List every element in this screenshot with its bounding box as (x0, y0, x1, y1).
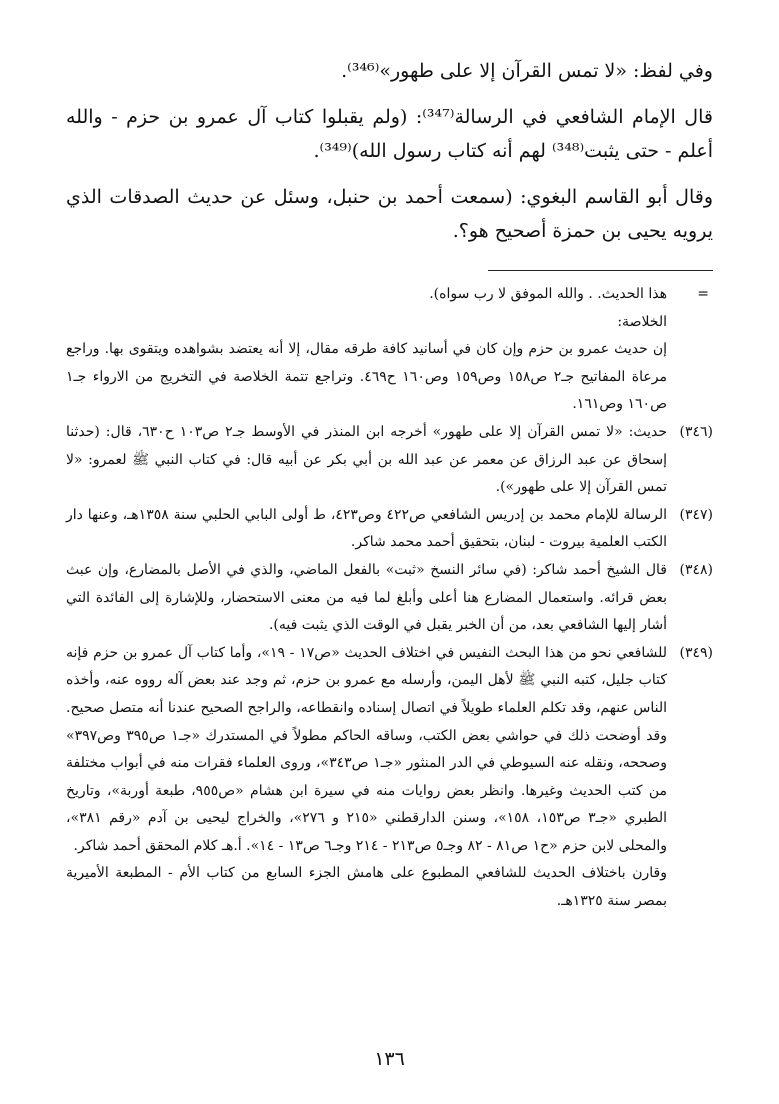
footnote-separator (488, 270, 713, 271)
footnote-line: هذا الحديث. . والله الموفق لا رب سواه). (429, 286, 667, 302)
footnote-line: قال الشيخ أحمد شاكر: (في سائر النسخ «ثبت» بالفعل الماضي، والذي في الأصل بالمضارع، وإن عبث بعض قرائه. واستعمال المضارع هنا أعلى وأبلغ لما فيه من معنى الاستحضار، وللإشارة إلى الفائدة التي أشار إليها الشافعي بعد، من أن الخبر يقبل في الوقت الذي يثبت فيه). (66, 561, 667, 634)
footnote-line: للشافعي نحو من هذا البحث النفيس في اختلاف الحديث «ص١٧ - ١٩»، وأما كتاب آل عمرو بن حزم فإنه كتاب جليل، كتبه النبي ﷺ لأهل اليمن، وأرسله مع عمرو بن حزم، ثم وجد عند بعض آله رووه عنه، وأخذه الناس عنهم، وقد تكلم العلماء طويلاً في اتصال إسناده وانقطاعه، والراجح الصحيح عندنا أنه متصل صحيح. وقد أوضحت ذلك في حواشي بعض الكتب، وساقه الحاكم مطولاً في المستدرك «جـ١ ص٣٩٥ وص٣٩٧» وصححه، ونقله عنه السيوطي في الدر المنثور «جـ١ ص٣٤٣»، وروى العلماء فقرات منه في أبواب مختلفة من كتب الحديث وغيرها. وانظر بعض روايات منه في سيرة ابن هشام «ص٩٥٥، طبعة أوربة»، وتاريخ الطبري «جـ٣ ص١٥٣، ١٥٨»، وسنن الدارقطني «٢١٥ و ٢٧٦»، والخراج ليحيى بن آدم «رقم ٣٨١»، والمحلى لابن حزم «ح١ ص٨١ - ٨٢ وجـ٥ ص٢١٣ - ٢١٤ وجـ٦ ص١٣ - ١٤». أ.هـ كلام المحقق أحمد شاكر. (66, 644, 668, 854)
footnote-346 (66, 419, 713, 502)
footnotes (66, 281, 713, 916)
footnote-line: حديث: «لا تمس القرآن إلا على طهور» أخرجه ابن المنذر في الأوسط جـ٢ ص١٠٣ ح٦٣٠، قال: (حدثنا إسحاق عن عبد الرزاق عن معمر عن عبد الله بن أبي بكر عن أبيه قال: في كتاب النبي ﷺ لعمرو: «لا تمس القرآن إلا على طهور»). (66, 423, 667, 496)
footnote-line: الرسالة للإمام محمد بن إدريس الشافعي ص٤٢٢ وص٤٢٣، ط أولى البابي الحلبي سنة ١٣٥٨هـ، وعنها دار الكتب العلمية بيروت - لبنان، بتحقيق أحمد محمد شاكر. (66, 506, 667, 551)
footnote-349 (66, 640, 713, 861)
main-paragraph-3: وقال أبو القاسم البغوي: (سمعت أحمد بن حنبل، وسئل عن حديث الصدقات الذي يرويه يحيى بن حمزة أصحيح هو؟. (66, 186, 713, 242)
footnote-marker: = (697, 286, 709, 302)
footnote-marker: (٣٤٩) (679, 644, 713, 661)
main-paragraph-1: وفي لفظ: «لا تمس القرآن إلا على طهور»⁽³⁴⁶⁾. (341, 60, 713, 82)
footnote-marker: (٣٤٧) (679, 506, 713, 523)
footnote-summary (66, 336, 713, 419)
main-paragraph-2: قال الإمام الشافعي في الرسالة⁽³⁴⁷⁾: (ولم يقبلوا كتاب آل عمرو بن حزم - والله أعلم - حتى يثبت⁽³⁴⁸⁾ لهم أنه كتاب رسول الله)⁽³⁴⁹⁾. (66, 106, 713, 162)
page-number: ١٣٦ (374, 1048, 405, 1070)
main-text (66, 54, 713, 248)
footnote-marker: (٣٤٨) (679, 561, 713, 578)
footnote-continuation (66, 281, 713, 336)
footnote-line: الخلاصة: (617, 313, 667, 330)
footnote-closing (66, 860, 713, 915)
footnote-348 (66, 557, 713, 640)
footnote-marker: (٣٤٦) (679, 423, 713, 440)
footnote-line: وقارن باختلاف الحديث للشافعي المطبوع على هامش الجزء السابع من كتاب الأم - المطبعة الأميرية بمصر سنة ١٣٢٥هـ. (66, 865, 667, 910)
footnote-line: إن حديث عمرو بن حزم وإن كان في أسانيد كافة طرقه مقال، إلا أنه يعتضد بشواهده ويتقوى بها. وراجع مرعاة المفاتيح جـ٢ ص١٥٨ وص١٥٩ وص١٦٠ ح٤٦٩. وتراجع تتمة الخلاصة في التخريج من الارواء جـ١ ص١٦٠ وص١٦١. (66, 341, 667, 413)
book-page (66, 44, 713, 1074)
footnote-347 (66, 502, 713, 557)
